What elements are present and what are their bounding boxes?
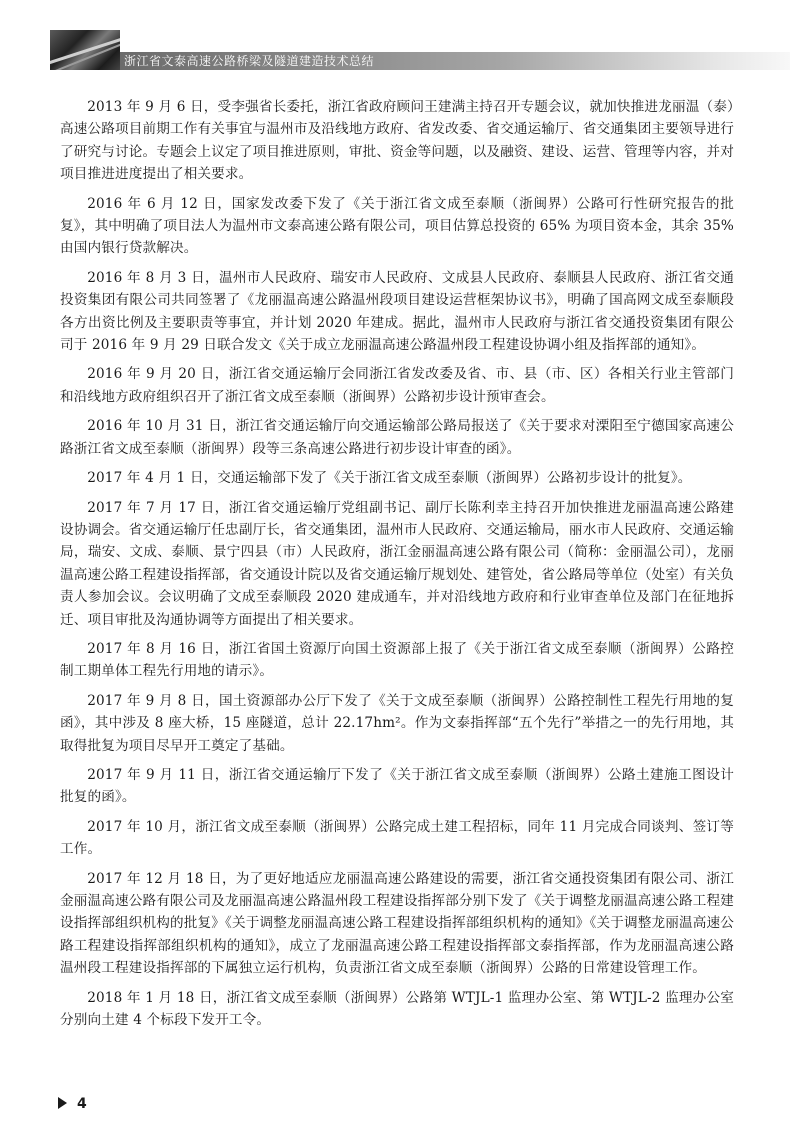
paragraph: 2016 年 10 月 31 日，浙江省交通运输厅向交通运输部公路局报送了《关于要求对溧阳至宁德国家高速公路浙江省文成至泰顺（浙闽界）段等三条高速公路进行初步设计审查的函》。 <box>60 418 734 457</box>
paragraph: 2017 年 9 月 8 日，国土资源部办公厅下发了《关于文成至泰顺（浙闽界）公路控制性工程先行用地的复函》，其中涉及 8 座大桥，15 座隧道，总计 22.17hm²。作为文泰指挥部“五个先行”举措之一的先行用地，其取得批复为项目尽早开工奠定了基础。 <box>60 692 734 754</box>
header-highway-photo <box>50 30 120 70</box>
paragraph: 2016 年 8 月 3 日，温州市人民政府、瑞安市人民政府、文成县人民政府、泰顺县人民政府、浙江省交通投资集团有限公司共同签署了《龙丽温高速公路温州段项目建设运营框架协议书》，明确了国高网文成至泰顺段各方出资比例及主要职责等事宜，并计划 2020 年建成。据此，温州市人民政府与浙江省交通投资集团有限公司于 2016 年 9 月 29 日联合发文《关于成立龙丽温高速公路温州段工程建设协调小组及指挥部的通知》。 <box>60 269 734 354</box>
paragraph: 2013 年 9 月 6 日，受李强省长委托，浙江省政府顾问王建满主持召开专题会议，就加快推进龙丽温（泰）高速公路项目前期工作有关事宜与温州市及沿线地方政府、省发改委、省交通运输厅、省交通集团主要领导进行了研究与讨论。专题会上议定了项目推进原则，审批、资金等问题，以及融资、建设、运营、管理等内容，并对项目推进进度提出了相关要求。 <box>60 99 734 183</box>
paragraph: 2017 年 7 月 17 日，浙江省交通运输厅党组副书记、副厅长陈利幸主持召开加快推进龙丽温高速公路建设协调会。省交通运输厅任忠副厅长，省交通集团，温州市人民政府、交通运输局，丽水市人民政府、交通运输局，瑞安、文成、泰顺、景宁四县（市）人民政府，浙江金丽温高速公路有限公司（简称：金丽温公司），龙丽温高速公路工程建设指挥部，省交通设计院以及省交通运输厅规划处、建管处，省公路局等单位（处室）有关负责人参加会议。会议明确了文成至泰顺段 2020 建成通车，并对沿线地方政府和行业审查单位及部门在征地拆迁、项目审批及沟通协调等方面提出了相关要求。 <box>60 499 734 628</box>
paragraph: 2016 年 9 月 20 日，浙江省交通运输厅会同浙江省发改委及省、市、县（市、区）各相关行业主管部门和沿线地方政府组织召开了浙江省文成至泰顺（浙闽界）公路初步设计预审查会。 <box>60 366 734 405</box>
page-header <box>0 0 790 72</box>
page-footer <box>58 1096 87 1116</box>
paragraph: 2017 年 12 月 18 日，为了更好地适应龙丽温高速公路建设的需要，浙江省交通投资集团有限公司、浙江金丽温高速公路有限公司及龙丽温高速公路温州段工程建设指挥部分别下发了《关于调整龙丽温高速公路工程建设指挥部组织机构的批复》《关于调整龙丽温高速公路工程建设指挥部组织机构的通知》《关于调整龙丽温高速公路工程建设指挥部组织机构的通知》，成立了龙丽温高速公路工程建设指挥部文泰指挥部，作为龙丽温高速公路温州段工程建设指挥部的下属独立运行机构，负责浙江省文成至泰顺（浙闽界）公路的日常建设管理工作。 <box>60 870 734 977</box>
paragraph: 2018 年 1 月 18 日，浙江省文成至泰顺（浙闽界）公路第 WTJL-1 监理办公室、第 WTJL-2 监理办公室分别向土建 4 个标段下发开工令。 <box>60 989 734 1029</box>
paragraph: 2017 年 4 月 1 日，交通运输部下发了《关于浙江省文成至泰顺（浙闽界）公路初步设计的批复》。 <box>87 470 692 487</box>
body-text <box>60 96 734 1038</box>
paragraph: 2017 年 8 月 16 日，浙江省国土资源厅向国土资源部上报了《关于浙江省文成至泰顺（浙闽界）公路控制工期单体工程先行用地的请示》。 <box>60 640 734 680</box>
paragraph: 2016 年 6 月 12 日，国家发改委下发了《关于浙江省文成至泰顺（浙闽界）公路可行性研究报告的批复》，其中明确了项目法人为温州市文泰高速公路有限公司，项目估算总投资的 65% 为项目资本金，其余 35% 由国内银行贷款解决。 <box>60 195 734 257</box>
paragraph: 2017 年 9 月 11 日，浙江省交通运输厅下发了《关于浙江省文成至泰顺（浙闽界）公路土建施工图设计批复的函》。 <box>60 766 734 806</box>
running-title: 浙江省文泰高速公路桥梁及隧道建造技术总结 <box>124 54 375 68</box>
play-triangle-icon <box>58 1097 67 1109</box>
paragraph: 2017 年 10 月，浙江省文成至泰顺（浙闽界）公路完成土建工程招标，同年 11 月完成合同谈判、签订等工作。 <box>60 818 734 858</box>
page-number: 4 <box>77 1096 87 1112</box>
